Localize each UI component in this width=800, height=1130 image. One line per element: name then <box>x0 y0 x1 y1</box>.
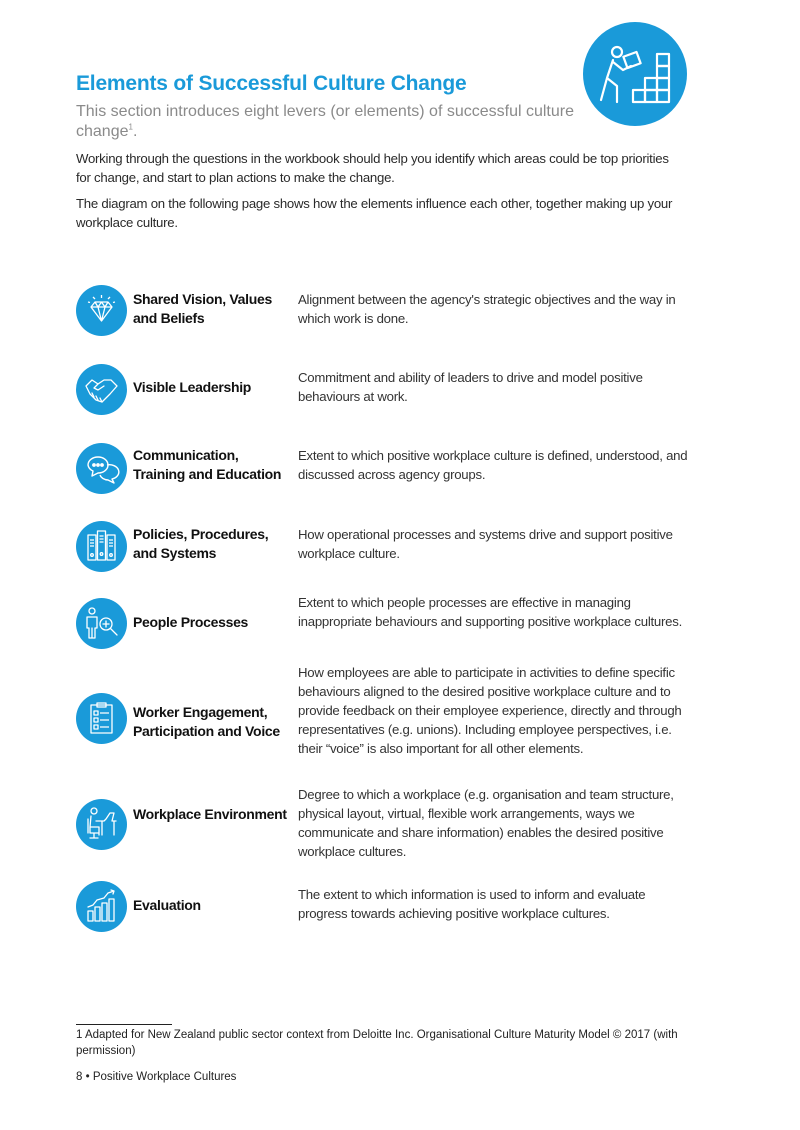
footnote-divider <box>76 1024 172 1025</box>
footnote-ref[interactable]: 1 <box>128 122 133 132</box>
element-name: People Processes <box>133 614 249 630</box>
element-description: Commitment and ability of leaders to drive and model positive behaviours at work. <box>298 370 643 404</box>
person-at-desk-icon <box>76 799 127 850</box>
person-magnifier-icon <box>76 598 127 649</box>
element-description: How employees are able to participate in activities to define specific behaviours aligned to the desired positive workplace culture and to provide feedback on their employee experience, directly and through representatives (e.g. unions). Including employee perspectives, i.e. their “voice” is also important for all other elements. <box>298 665 682 756</box>
speech-bubbles-icon <box>76 443 127 494</box>
element-description: Degree to which a workplace (e.g. organisation and team structure, physical layout, virtual, flexible work arrangements, ways we communicate and share information) enables the desired positive workplace cultures. <box>298 787 674 859</box>
binders-icon <box>76 521 127 572</box>
element-description: Alignment between the agency's strategic objectives and the way in which work is done. <box>298 292 676 326</box>
intro-paragraph-2: The diagram on the following page shows how the elements influence each other, together making up your workplace culture. <box>76 196 673 230</box>
publication-title: Positive Workplace Cultures <box>92 1071 237 1083</box>
element-name: Worker Engagement, Participation and Voice <box>133 704 280 739</box>
element-description: Extent to which people processes are effective in managing inappropriate behaviours and supporting positive workplace cultures. <box>298 595 682 629</box>
bar-chart-growth-icon <box>76 881 127 932</box>
element-name: Communication, Training and Education <box>133 447 282 482</box>
element-name: Workplace Environment <box>133 806 287 822</box>
element-name: Shared Vision, Values and Beliefs <box>133 291 272 326</box>
subtitle-text: This section introduces eight levers (or elements) of successful culture change <box>76 103 574 140</box>
diamond-icon <box>76 285 127 336</box>
element-description: Extent to which positive workplace culture is defined, understood, and discussed across agency groups. <box>298 448 688 482</box>
page-footer <box>76 1071 236 1083</box>
footer-separator: • <box>85 1071 90 1083</box>
element-description: How operational processes and systems drive and support positive workplace culture. <box>298 527 673 561</box>
element-description: The extent to which information is used to inform and evaluate progress towards achieving positive workplace cultures. <box>298 887 646 921</box>
page-number: 8 <box>76 1071 83 1083</box>
intro-paragraph-1: Working through the questions in the workbook should help you identify which areas could be top priorities for change, and start to plan actions to make the change. <box>76 151 669 185</box>
subtitle-end: . <box>132 123 138 140</box>
element-name: Policies, Procedures, and Systems <box>133 526 269 561</box>
element-name: Evaluation <box>133 897 201 913</box>
page-title: Elements of Successful Culture Change <box>76 72 467 95</box>
section-subtitle <box>76 102 576 142</box>
footnote: 1 Adapted for New Zealand public sector context from Deloitte Inc. Organisational Culture Maturity Model © 2017 (with permission) <box>76 1029 678 1057</box>
clipboard-checklist-icon <box>76 693 127 744</box>
element-name: Visible Leadership <box>133 379 252 395</box>
handshake-icon <box>76 364 127 415</box>
person-stacking-blocks-icon <box>583 22 687 126</box>
